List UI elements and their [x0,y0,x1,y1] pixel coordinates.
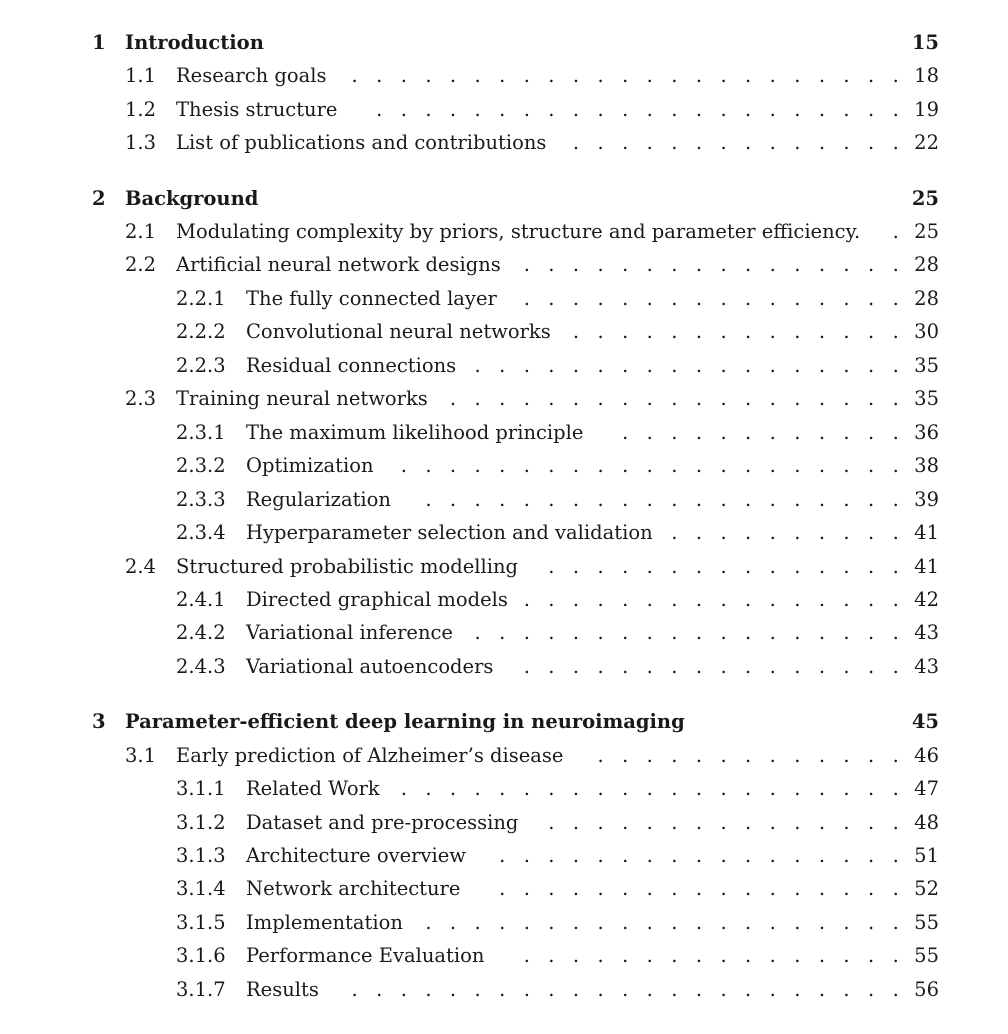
page-number: 42 [914,588,939,611]
dot-leader: . . . . . . . . . . . . . . . . . [499,844,899,867]
entry-number: 3.1.5 [176,911,226,934]
page-number: 56 [914,978,939,1001]
entry-number: 1.1 [125,64,157,87]
page-number: 43 [914,621,939,644]
toc-chapter[interactable] [0,184,1008,214]
toc-entry[interactable] [0,250,1008,280]
entry-number: 2.2 [125,253,157,276]
toc-entry[interactable] [0,351,1008,381]
entry-number: 3.1 [125,744,157,767]
dot-leader: . . . . . . . . . . . . . . . . . [499,877,899,900]
page-number: 15 [911,31,939,54]
entry-title: Variational autoencoders [246,655,494,678]
page-number: 35 [914,387,939,410]
chapter-number: 1 [92,31,106,54]
dot-leader: . . . . . . . . . . . . . . [572,131,899,154]
dot-leader: . . . . . . . . . . . . . [597,744,899,767]
dot-leader: . . . . . . . . . . . . . . . [548,555,899,578]
toc-entry[interactable] [0,618,1008,648]
page-number: 46 [914,744,939,767]
toc-entry[interactable] [0,418,1008,448]
dot-leader: . . . . . . . . . . . . . . . . [523,253,899,276]
dot-leader: . . . . . . . . . . . . [622,421,899,444]
toc-entry[interactable] [0,841,1008,871]
entry-number: 2.4 [125,555,157,578]
toc-entry[interactable] [0,908,1008,938]
chapter-number: 2 [92,187,106,210]
toc-entry[interactable] [0,217,1008,247]
entry-number: 3.1.4 [176,877,226,900]
page-number: 55 [914,944,939,967]
entry-title: The fully connected layer [246,287,497,310]
page-number: 28 [914,253,939,276]
entry-number: 1.2 [125,98,157,121]
page-number: 25 [914,220,939,243]
toc-entry[interactable] [0,941,1008,971]
dot-leader: . . . . . . . . . . . . . . . . [523,944,899,967]
entry-title: Variational inference [246,621,453,644]
page-number: 35 [914,354,939,377]
entry-title: Optimization [246,454,374,477]
toc-entry[interactable] [0,874,1008,904]
entry-number: 3.1.3 [176,844,226,867]
chapter-title: Parameter-efficient deep learning in neuroimaging [125,710,685,733]
entry-title: Early prediction of Alzheimer’s disease [176,744,564,767]
entry-number: 2.3.3 [176,488,226,511]
entry-title: Dataset and pre-processing [246,811,519,834]
dot-leader: . . . . . . . . . . . . . . . . . . [474,621,899,644]
entry-title: Related Work [246,777,380,800]
entry-title: Implementation [246,911,403,934]
page-number: 18 [914,64,939,87]
page-number: 41 [914,521,939,544]
dot-leader: . . . . . . . . . . . . . . . . [523,655,899,678]
entry-title: Artificial neural network designs [176,253,501,276]
toc-entry[interactable] [0,451,1008,481]
page-number: 48 [914,811,939,834]
page-number: 41 [914,555,939,578]
toc-entry[interactable] [0,317,1008,347]
entry-number: 2.2.3 [176,354,226,377]
dot-leader: . . . . . . . . . . . . . . . . [523,588,899,611]
entry-number: 2.4.1 [176,588,226,611]
entry-number: 2.3.1 [176,421,226,444]
dot-leader: . . . . . . . . . . [671,521,899,544]
entry-title: Architecture overview [246,844,466,867]
toc-entry[interactable] [0,384,1008,414]
toc-entry[interactable] [0,552,1008,582]
page-number: 22 [914,131,939,154]
page-number: 43 [914,655,939,678]
dot-leader: . [892,220,899,243]
entry-title: List of publications and contributions [176,131,547,154]
page-number: 30 [914,320,939,343]
toc-entry[interactable] [0,95,1008,125]
entry-number: 2.4.2 [176,621,226,644]
entry-number: 2.3 [125,387,157,410]
page-number: 25 [911,187,939,210]
entry-title: The maximum likelihood principle [246,421,584,444]
toc-entry[interactable] [0,975,1008,1005]
page-number: 19 [914,98,939,121]
page-number: 39 [914,488,939,511]
entry-title: Research goals [176,64,327,87]
entry-number: 1.3 [125,131,157,154]
toc-entry[interactable] [0,774,1008,804]
toc-entry[interactable] [0,808,1008,838]
dot-leader: . . . . . . . . . . . . . . . . . . . . . [400,454,899,477]
entry-number: 3.1.6 [176,944,226,967]
page-number: 28 [914,287,939,310]
dot-leader: . . . . . . . . . . . . . . . . . . . [449,387,899,410]
dot-leader: . . . . . . . . . . . . . . . . . . . . [425,911,899,934]
page-number: 52 [914,877,939,900]
page-number: 47 [914,777,939,800]
toc-entry[interactable] [0,284,1008,314]
toc-entry[interactable] [0,741,1008,771]
entry-title: Network architecture [246,877,461,900]
toc-chapter[interactable] [0,707,1008,737]
entry-title: Regularization [246,488,391,511]
entry-number: 3.1.2 [176,811,226,834]
entry-title: Convolutional neural networks [246,320,551,343]
dot-leader: . . . . . . . . . . . . . . . . . . . . . . [376,98,899,121]
page-number: 51 [914,844,939,867]
toc-entry[interactable] [0,128,1008,158]
dot-leader: . . . . . . . . . . . . . . . . . . [474,354,899,377]
page-number: 45 [911,710,939,733]
chapter-title: Introduction [125,31,264,54]
entry-number: 2.2.1 [176,287,226,310]
entry-number: 2.2.2 [176,320,226,343]
entry-title: Results [246,978,319,1001]
page-number: 55 [914,911,939,934]
chapter-title: Background [125,187,259,210]
dot-leader: . . . . . . . . . . . . . . . . . . . . [425,488,899,511]
entry-title: Structured probabilistic modelling [176,555,518,578]
entry-title: Thesis structure [176,98,338,121]
entry-number: 2.4.3 [176,655,226,678]
toc-entry[interactable] [0,61,1008,91]
toc-entry[interactable] [0,518,1008,548]
toc-entry[interactable] [0,485,1008,515]
dot-leader: . . . . . . . . . . . . . . . . . . . . . . . [351,64,899,87]
page-number: 36 [914,421,939,444]
page-number: 38 [914,454,939,477]
chapter-number: 3 [92,710,106,733]
entry-number: 3.1.7 [176,978,226,1001]
entry-number: 2.3.2 [176,454,226,477]
dot-leader: . . . . . . . . . . . . . . . . [523,287,899,310]
entry-title: Performance Evaluation [246,944,485,967]
entry-title: Modulating complexity by priors, structure and parameter efficiency. [176,220,861,243]
dot-leader: . . . . . . . . . . . . . . [572,320,899,343]
entry-title: Directed graphical models [246,588,508,611]
entry-title: Hyperparameter selection and validation [246,521,653,544]
dot-leader: . . . . . . . . . . . . . . . . . . . . . . . [351,978,899,1001]
dot-leader: . . . . . . . . . . . . . . . . . . . . . [400,777,899,800]
entry-title: Residual connections [246,354,457,377]
dot-leader: . . . . . . . . . . . . . . . [548,811,899,834]
toc-entry[interactable] [0,652,1008,682]
toc-entry[interactable] [0,585,1008,615]
toc-chapter[interactable] [0,28,1008,58]
entry-number: 2.3.4 [176,521,226,544]
entry-number: 3.1.1 [176,777,226,800]
entry-number: 2.1 [125,220,157,243]
entry-title: Training neural networks [176,387,428,410]
